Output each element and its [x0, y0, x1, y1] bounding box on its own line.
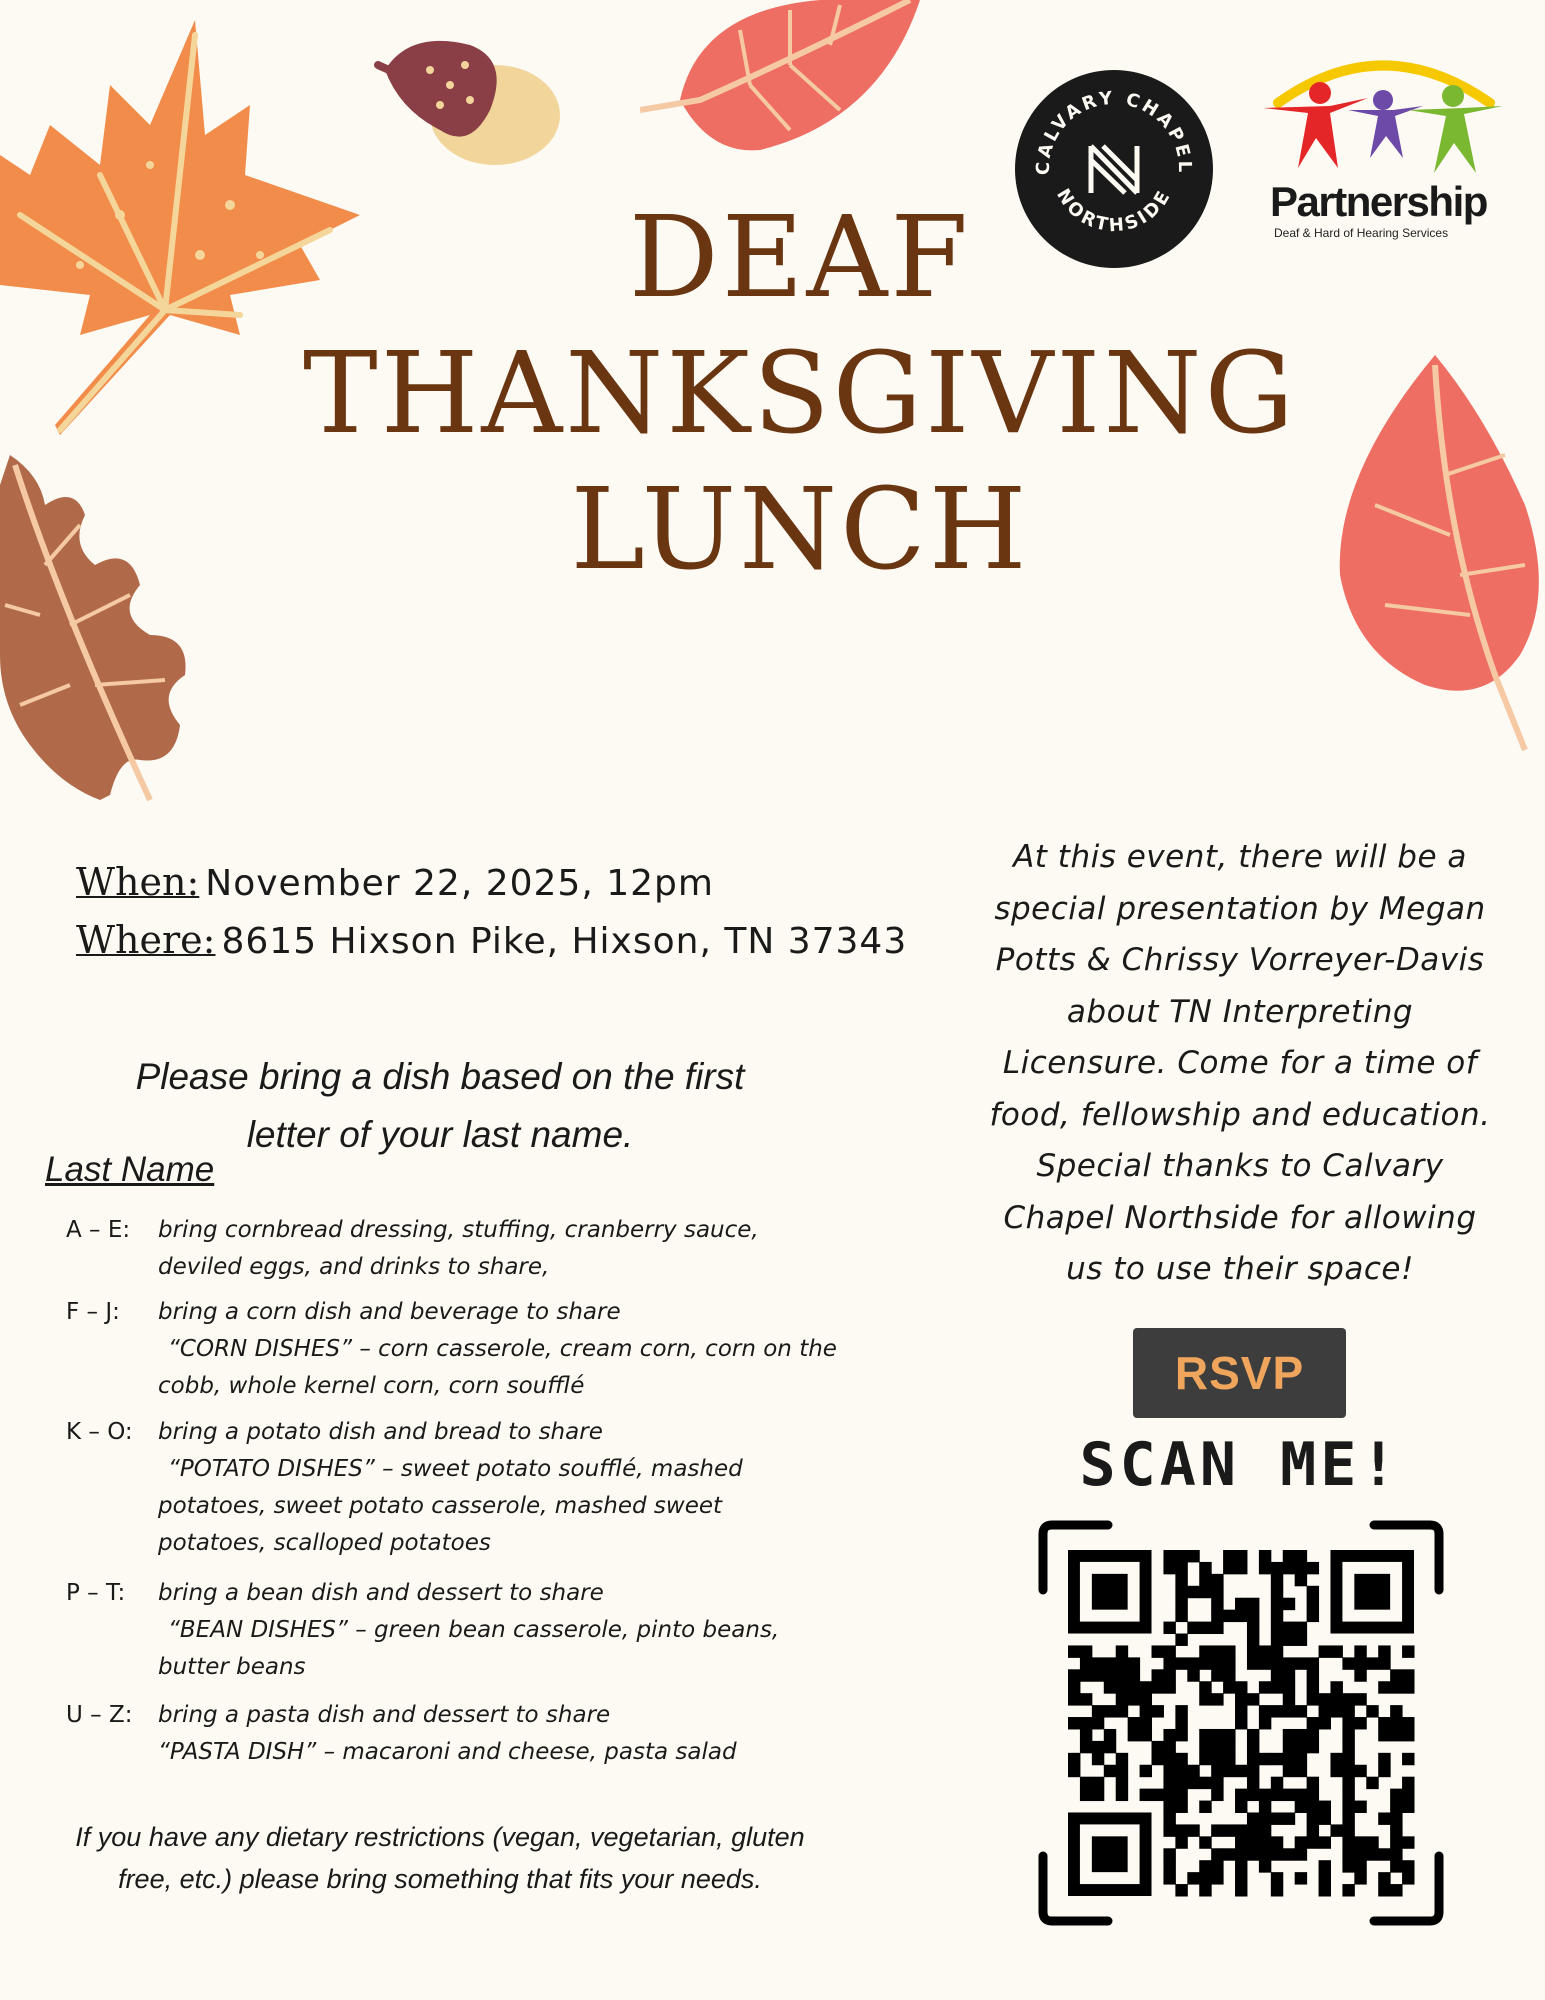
event-line: food, fellowship and education. [989, 1096, 1491, 1133]
dietary-line-1: If you have any dietary restrictions (vegan, vegetarian, gluten [75, 1822, 805, 1852]
partnership-subtitle: Deaf & Hard of Hearing Services [1274, 226, 1449, 240]
red-leaf-top-illustration [640, 0, 920, 160]
group-line: butter beans [158, 1654, 306, 1680]
group-range: U – Z: [66, 1702, 133, 1728]
group-range: A – E: [66, 1217, 131, 1243]
page-title [300, 190, 1300, 598]
group-line: “BEAN DISHES” – green bean casserole, pinto beans, [168, 1617, 780, 1643]
when-value: November 22, 2025, 12pm [205, 863, 714, 904]
group-line: deviled eggs, and drinks to share, [158, 1254, 550, 1280]
where-label: Where: [76, 918, 216, 962]
dish-intro-line-2: letter of your last name. [246, 1114, 634, 1155]
event-line: At this event, there will be a [1013, 839, 1467, 875]
group-line: bring a pasta dish and dessert to share [158, 1702, 611, 1728]
group-line: potatoes, sweet potato casserole, mashed sweet [158, 1493, 723, 1519]
dish-intro-line-1: Please bring a dish based on the first [135, 1056, 745, 1097]
dietary-note [40, 1816, 840, 1900]
group-line: bring a corn dish and beverage to share [158, 1299, 621, 1325]
rsvp-button[interactable]: RSVP [1133, 1328, 1346, 1418]
title-line-2: THANKSGIVING [303, 329, 1297, 459]
svg-text:NORTHSIDE: NORTHSIDE [1052, 185, 1176, 237]
group-range: K – O: [66, 1419, 133, 1445]
group-p-t [66, 1575, 926, 1686]
group-u-z [66, 1697, 926, 1771]
group-range: F – J: [66, 1299, 120, 1325]
event-info [960, 832, 1520, 1296]
event-line: Chapel Northside for allowing [1003, 1199, 1477, 1236]
qr-code-graphic [1038, 1520, 1444, 1926]
partnership-name: Partnership [1270, 178, 1487, 225]
dietary-line-2: free, etc.) please bring something that fits your needs. [118, 1864, 762, 1894]
group-k-o [66, 1414, 926, 1562]
event-line: Special thanks to Calvary [1036, 1148, 1444, 1184]
group-range: P – T: [66, 1580, 126, 1606]
group-a-e [66, 1212, 926, 1286]
last-name-heading: Last Name [45, 1150, 215, 1189]
svg-text:CALVARY CHAPEL: CALVARY CHAPEL [1032, 87, 1196, 176]
when-label: When: [76, 860, 200, 904]
group-line: cobb, whole kernel corn, corn soufflé [158, 1373, 585, 1399]
oak-leaf-illustration [0, 455, 220, 805]
event-line: Potts & Chrissy Vorreyer-Davis [995, 942, 1485, 978]
group-line: “PASTA DISH” – macaroni and cheese, pasta salad [158, 1739, 737, 1765]
scan-me-label: SCAN ME! [1079, 1430, 1401, 1500]
where-value: 8615 Hixson Pike, Hixson, TN 37343 [221, 921, 908, 962]
event-line: special presentation by Megan [994, 890, 1486, 927]
dish-intro [80, 1048, 800, 1164]
title-line-1: DEAF [628, 193, 972, 323]
group-line: “POTATO DISHES” – sweet potato soufflé, mashed [168, 1456, 743, 1482]
where-row [76, 918, 907, 962]
group-f-j [66, 1294, 926, 1405]
acorn-illustration [370, 30, 570, 170]
group-line: “CORN DISHES” – corn casserole, cream corn, corn on the [168, 1336, 837, 1362]
group-line: potatoes, scalloped potatoes [158, 1530, 491, 1556]
event-line: Licensure. Come for a time of [1002, 1045, 1478, 1081]
title-line-3: LUNCH [570, 465, 1030, 595]
red-leaf-right-illustration [1335, 355, 1545, 755]
group-line: bring a potato dish and bread to share [158, 1419, 603, 1445]
qr-code[interactable] [1038, 1520, 1444, 1926]
event-line: us to use their space! [1066, 1251, 1414, 1287]
group-line: bring cornbread dressing, stuffing, cranberry sauce, [158, 1217, 759, 1243]
when-row [76, 860, 714, 904]
event-line: about TN Interpreting [1066, 993, 1414, 1030]
group-line: bring a bean dish and dessert to share [158, 1580, 604, 1606]
